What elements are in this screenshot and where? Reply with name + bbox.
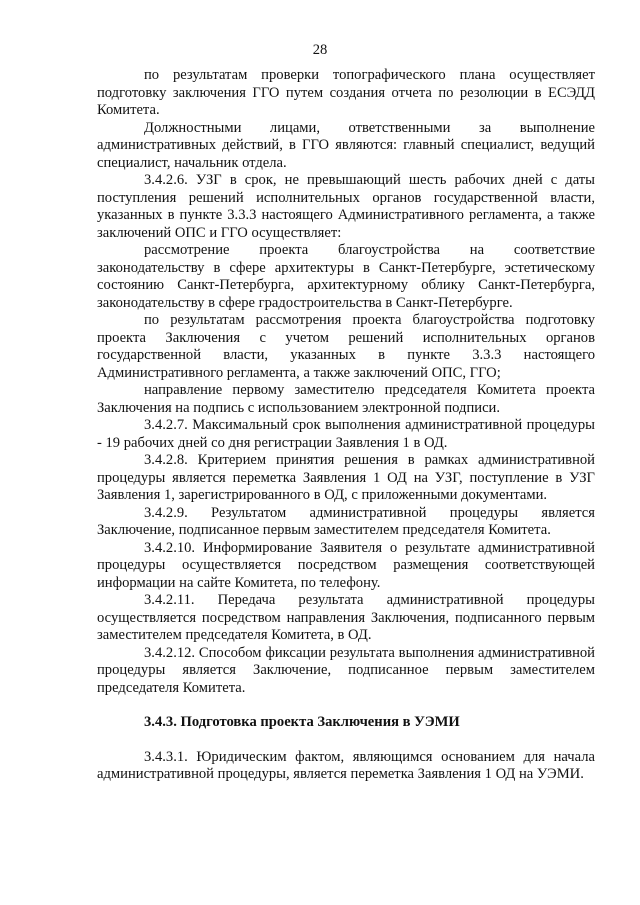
paragraph: 3.4.3.1. Юридическим фактом, являющимся основанием для начала административной процедуры, является переметка Заявления 1 ОД на УЭМИ. — [97, 748, 595, 782]
paragraph: направление первому заместителю председателя Комитета проекта Заключения на подпись с использованием электронной подписи. — [97, 382, 595, 416]
paragraph: Должностными лицами, ответственными за выполнение административных действий, в ГГО являются: главный специалист, ведущий специалист, начальник отдела. — [97, 119, 595, 171]
paragraph: 3.4.2.6. УЗГ в срок, не превышающий шесть рабочих дней с даты поступления решений исполнительных органов государственной власти, указанных в пункте 3.3.3 настоящего Административного регламента, а также заключений ОПС и ГГО осуществляет: — [97, 172, 595, 241]
paragraph: по результатам рассмотрения проекта благоустройства подготовку проекта Заключения с учетом решений исполнительных органов государственной власти, указанных в пункте 3.3.3 настоящего Административного регламента, а также заключений ОПС, ГГО; — [97, 312, 595, 381]
paragraph: рассмотрение проекта благоустройства на соответствие законодательству в сфере архитектуры в Санкт-Петербурге, эстетическому состоянию Санкт-Петербурга, архитектурному облику Санкт-Петербурга, законодательству в сфере градостроительства в Санкт-Петербурге. — [97, 242, 595, 311]
paragraph: 3.4.2.11. Передача результата административной процедуры осуществляется посредством направления Заключения, подписанного первым заместителем председателя Комитета, в ОД. — [97, 592, 595, 643]
section-heading: 3.4.3. Подготовка проекта Заключения в УЭМИ — [144, 714, 460, 730]
paragraph: 3.4.2.9. Результатом административной процедуры является Заключение, подписанное первым заместителем председателя Комитета. — [97, 504, 595, 538]
paragraph: 3.4.2.12. Способом фиксации результата выполнения административной процедуры является Заключение, подписанное первым заместителем председателя Комитета. — [97, 644, 595, 696]
page-number: 28 — [312, 42, 328, 58]
paragraph: по результатам проверки топографического плана осуществляет подготовку заключения ГГО путем создания отчета по резолюции в ЕСЭДД Комитета. — [97, 67, 595, 118]
paragraph: 3.4.2.7. Максимальный срок выполнения административной процедуры - 19 рабочих дней со дня регистрации Заявления 1 в ОД. — [97, 417, 595, 451]
document-body — [97, 67, 595, 784]
paragraph: 3.4.2.10. Информирование Заявителя о результате административной процедуры осуществляется посредством размещения соответствующей информации на сайте Комитета, по телефону. — [97, 539, 595, 591]
paragraph: 3.4.2.8. Критерием принятия решения в рамках административной процедуры является переметка Заявления 1 ОД на УЗГ, поступление в УЗГ Заявления 1, зарегистрированного в ОД, с приложенными документами. — [97, 452, 595, 503]
